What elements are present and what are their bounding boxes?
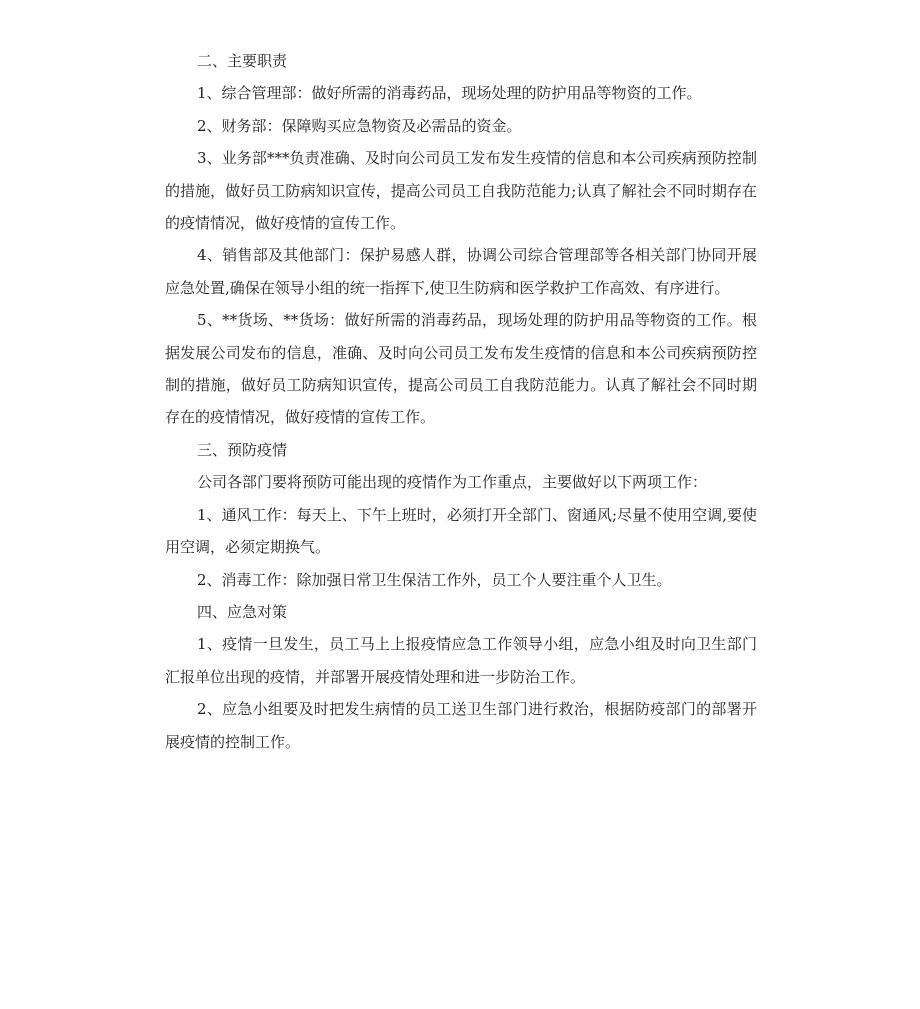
paragraph-business-dept: 3、业务部***负责准确、及时向公司员工发布发生疫情的信息和本公司疾病预防控制的措施，做好员工防病知识宣传，提高公司员工自我防范能力;认真了解社会不同时期存在的疫情情况，做好疫情的宣传工作。: [165, 149, 757, 233]
section-heading-duties: 二、主要职责: [197, 52, 288, 70]
paragraph-ventilation: 1、通风工作：每天上、下午上班时，必须打开全部门、窗通风;尽量不使用空调,要使用空调，必须定期换气。: [165, 505, 757, 557]
paragraph-sales-dept: 4、销售部及其他部门：保护易感人群，协调公司综合管理部等各相关部门协同开展应急处置,确保在领导小组的统一指挥下,使卫生防病和医学救护工作高效、有序进行。: [165, 246, 757, 297]
paragraph-emergency-report: 1、疫情一旦发生，员工马上上报疫情应急工作领导小组，应急小组及时向卫生部门汇报单位出现的疫情，并部署开展疫情处理和进一步防治工作。: [165, 635, 757, 686]
paragraph-admin-dept: 1、综合管理部：做好所需的消毒药品，现场处理的防护用品等物资的工作。: [197, 84, 702, 103]
paragraph-freight-yards: 5、**货场、**货场：做好所需的消毒药品，现场处理的防护用品等物资的工作。根据发展公司发布的信息，准确、及时向公司员工发布发生疫情的信息和本公司疾病预防控制的措施，做好员工防病知识宣传，提高公司员工自我防范能力。认真了解社会不同时期存在的疫情情况，做好疫情的宣传工作。: [165, 311, 757, 427]
paragraph-emergency-treatment: 2、应急小组要及时把发生病情的员工送卫生部门进行救治，根据防疫部门的部署开展疫情的控制工作。: [165, 700, 757, 751]
paragraph-finance-dept: 2、财务部：保障购买应急物资及必需品的资金。: [197, 116, 522, 135]
paragraph-disinfection: 2、消毒工作：除加强日常卫生保洁工作外，员工个人要注重个人卫生。: [197, 570, 672, 589]
paragraph-prevention-intro: 公司各部门要将预防可能出现的疫情作为工作重点，主要做好以下两项工作：: [197, 473, 708, 492]
section-heading-prevention: 三、预防疫情: [197, 440, 288, 459]
section-heading-emergency: 四、应急对策: [197, 602, 288, 621]
document-body: [165, 45, 757, 758]
